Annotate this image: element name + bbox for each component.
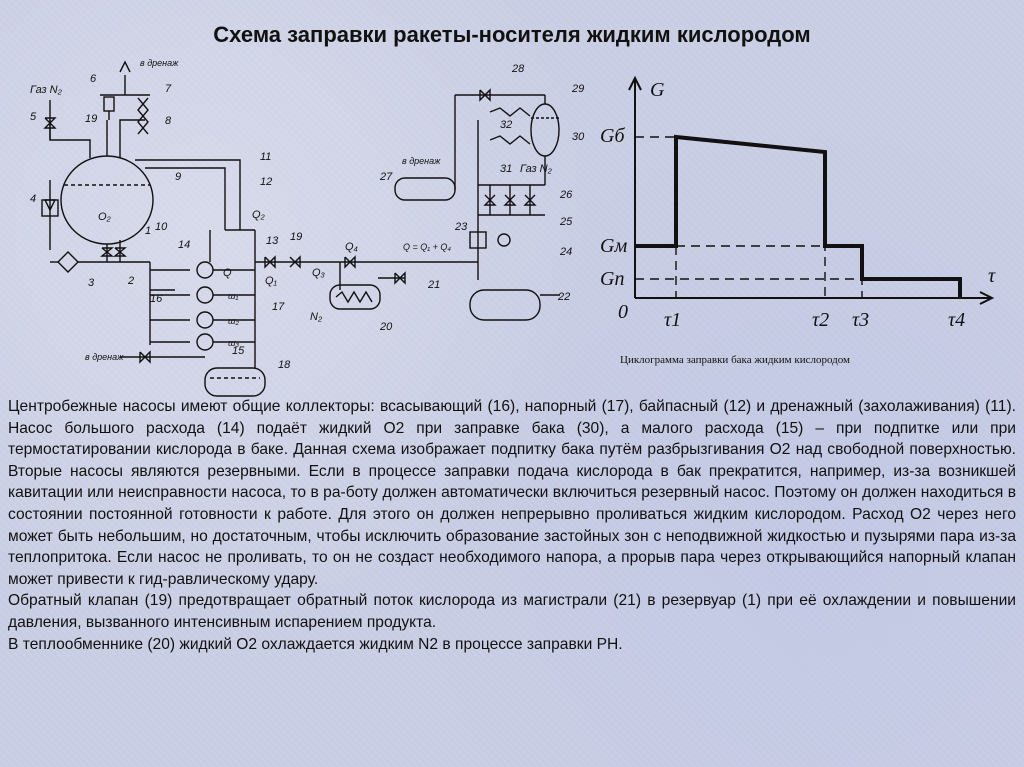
heat-exchanger-n2-label: N₂ xyxy=(310,311,323,323)
x-tick-label: τ2 xyxy=(812,309,830,331)
pump-15-reserve xyxy=(197,334,213,350)
cyclogram-axes xyxy=(629,78,992,304)
component-number-22: 22 xyxy=(558,291,571,303)
component-number-20: 20 xyxy=(380,321,393,333)
component-number-9: 9 xyxy=(175,171,182,183)
cyclogram-guides xyxy=(635,137,862,298)
component-number-32: 32 xyxy=(500,119,513,131)
tank-27 xyxy=(395,178,455,200)
component-number-1: 1 xyxy=(145,225,152,237)
component-number-3: 3 xyxy=(88,277,95,289)
y-tick-label: Gм xyxy=(600,235,628,257)
x-tick-label: τ3 xyxy=(852,309,870,331)
pump-mark-label: ш₂ xyxy=(228,316,239,326)
component-number-29: 29 xyxy=(572,83,585,95)
component-number-21: 21 xyxy=(428,279,441,291)
component-number-8: 8 xyxy=(165,115,172,127)
origin-label: 0 xyxy=(618,301,628,323)
component-number-2: 2 xyxy=(128,275,135,287)
component-number-30: 30 xyxy=(572,131,585,143)
component-number-6: 6 xyxy=(90,73,97,85)
tank-o2-label: O₂ xyxy=(98,211,111,223)
component-number-7: 7 xyxy=(165,83,172,95)
description-text xyxy=(8,396,1016,655)
flow-q4-label: Q₄ xyxy=(345,241,358,253)
x-tick-label: τ1 xyxy=(664,309,682,331)
component-number-31: 31 xyxy=(500,163,513,175)
paragraph-1: Центробежные насосы имеют общие коллекторы: всасывающий (16), напорный (17), байпасный (12) и дренажный (захолаживания) (11). Насос большого расхода (14) подаёт жидкий О2 при заправке бака (30), а малого расхода (15) – при подпитке или при термостатировании кислорода в баке. Данная схема изображает подпитку бака путём разбрызгивания О2 над свободной поверхностью. Вторые насосы являются резервными. Если в процессе заправки подача кислорода в бак прекратится, например, из-за возникшей кавитации или неисправности насоса, то в ра-боту должен автоматически включиться резервный насос. Поэтому он должен находиться в состоянии постоянной готовности к работе. Для этого он должен непрерывно проливаться жидким кислородом. Расход О2 через него может быть небольшим, но достаточным, чтобы исключить образование застойных зон с неподвижной жидкостью и пузырями пара из-за теплопритока. Если насос не проливать, то он не создаст необходимого напора, а прорыв пара через открывающийся напорный клапан может привести к гид-равлическому удару. xyxy=(8,398,1016,588)
drain-mid-label: в дренаж xyxy=(402,156,441,166)
gas-n2-left-label: Газ N₂ xyxy=(30,84,62,96)
pump-14-reserve xyxy=(197,287,213,303)
flow-q1-label: Q₁ xyxy=(265,275,278,287)
component-number-19: 19 xyxy=(85,113,98,125)
component-number-27: 27 xyxy=(380,171,393,183)
x-axis-label: τ xyxy=(988,265,996,287)
component-number-14: 14 xyxy=(178,239,191,251)
component-number-24: 24 xyxy=(560,246,573,258)
pump-mark-label: ш₁ xyxy=(228,291,239,301)
pump-mark-label: ш₃ xyxy=(228,338,240,348)
heat-exchanger-20 xyxy=(330,285,380,309)
component-number-25: 25 xyxy=(560,216,573,228)
paragraph-2: Обратный клапан (19) предотвращает обратный поток кислорода из магистрали (21) в резервуар (1) при её охлаждении и повышении давления, вызванного интенсивным испарением продукта. xyxy=(8,592,1016,631)
flow-formula-label: Q = Q₁ + Q₄ xyxy=(403,242,451,252)
component-number-4: 4 xyxy=(30,193,37,205)
flow-q2-label: Q₂ xyxy=(252,209,265,221)
paragraph-3: В теплообменнике (20) жидкий О2 охлаждается жидким N2 в процессе заправки РН. xyxy=(8,635,623,653)
y-tick-label: Gп xyxy=(600,268,625,290)
x-tick-label: τ4 xyxy=(948,309,966,331)
page-title: Схема заправки ракеты-носителя жидким кислородом xyxy=(213,22,811,47)
component-number-28: 28 xyxy=(512,63,525,75)
drain-tank-18 xyxy=(205,368,265,396)
component-number-16: 16 xyxy=(150,293,163,305)
component-number-18: 18 xyxy=(278,359,291,371)
y-axis-label: G xyxy=(650,79,665,101)
pump-15 xyxy=(197,312,213,328)
chart-caption: Циклограмма заправки бака жидким кислородом xyxy=(620,354,851,366)
flow-q-label: Q xyxy=(223,267,232,279)
y-tick-label: Gб xyxy=(600,125,625,147)
pump-14 xyxy=(197,262,213,278)
component-number-12: 12 xyxy=(260,176,273,188)
component-number-11: 11 xyxy=(260,151,272,163)
gas-n2-right-label: Газ N₂ xyxy=(520,163,552,175)
flow-q3-label: Q₃ xyxy=(312,267,325,279)
component-number-5: 5 xyxy=(30,111,37,123)
component-number-13: 13 xyxy=(266,235,279,247)
cyclogram-series-line xyxy=(635,137,960,298)
tank-22 xyxy=(470,290,540,320)
rocket-tank-30 xyxy=(531,104,559,156)
component-number-10: 10 xyxy=(155,221,168,233)
drain-top-label: в дренаж xyxy=(140,58,179,68)
component-number-26: 26 xyxy=(560,189,573,201)
component-number-23: 23 xyxy=(455,221,468,233)
component-number-17: 17 xyxy=(272,301,285,313)
drain-bottom-label: в дренаж xyxy=(85,352,124,362)
component-number-19: 19 xyxy=(290,231,303,243)
main-tank xyxy=(61,156,153,244)
component-number-15: 15 xyxy=(232,345,245,357)
